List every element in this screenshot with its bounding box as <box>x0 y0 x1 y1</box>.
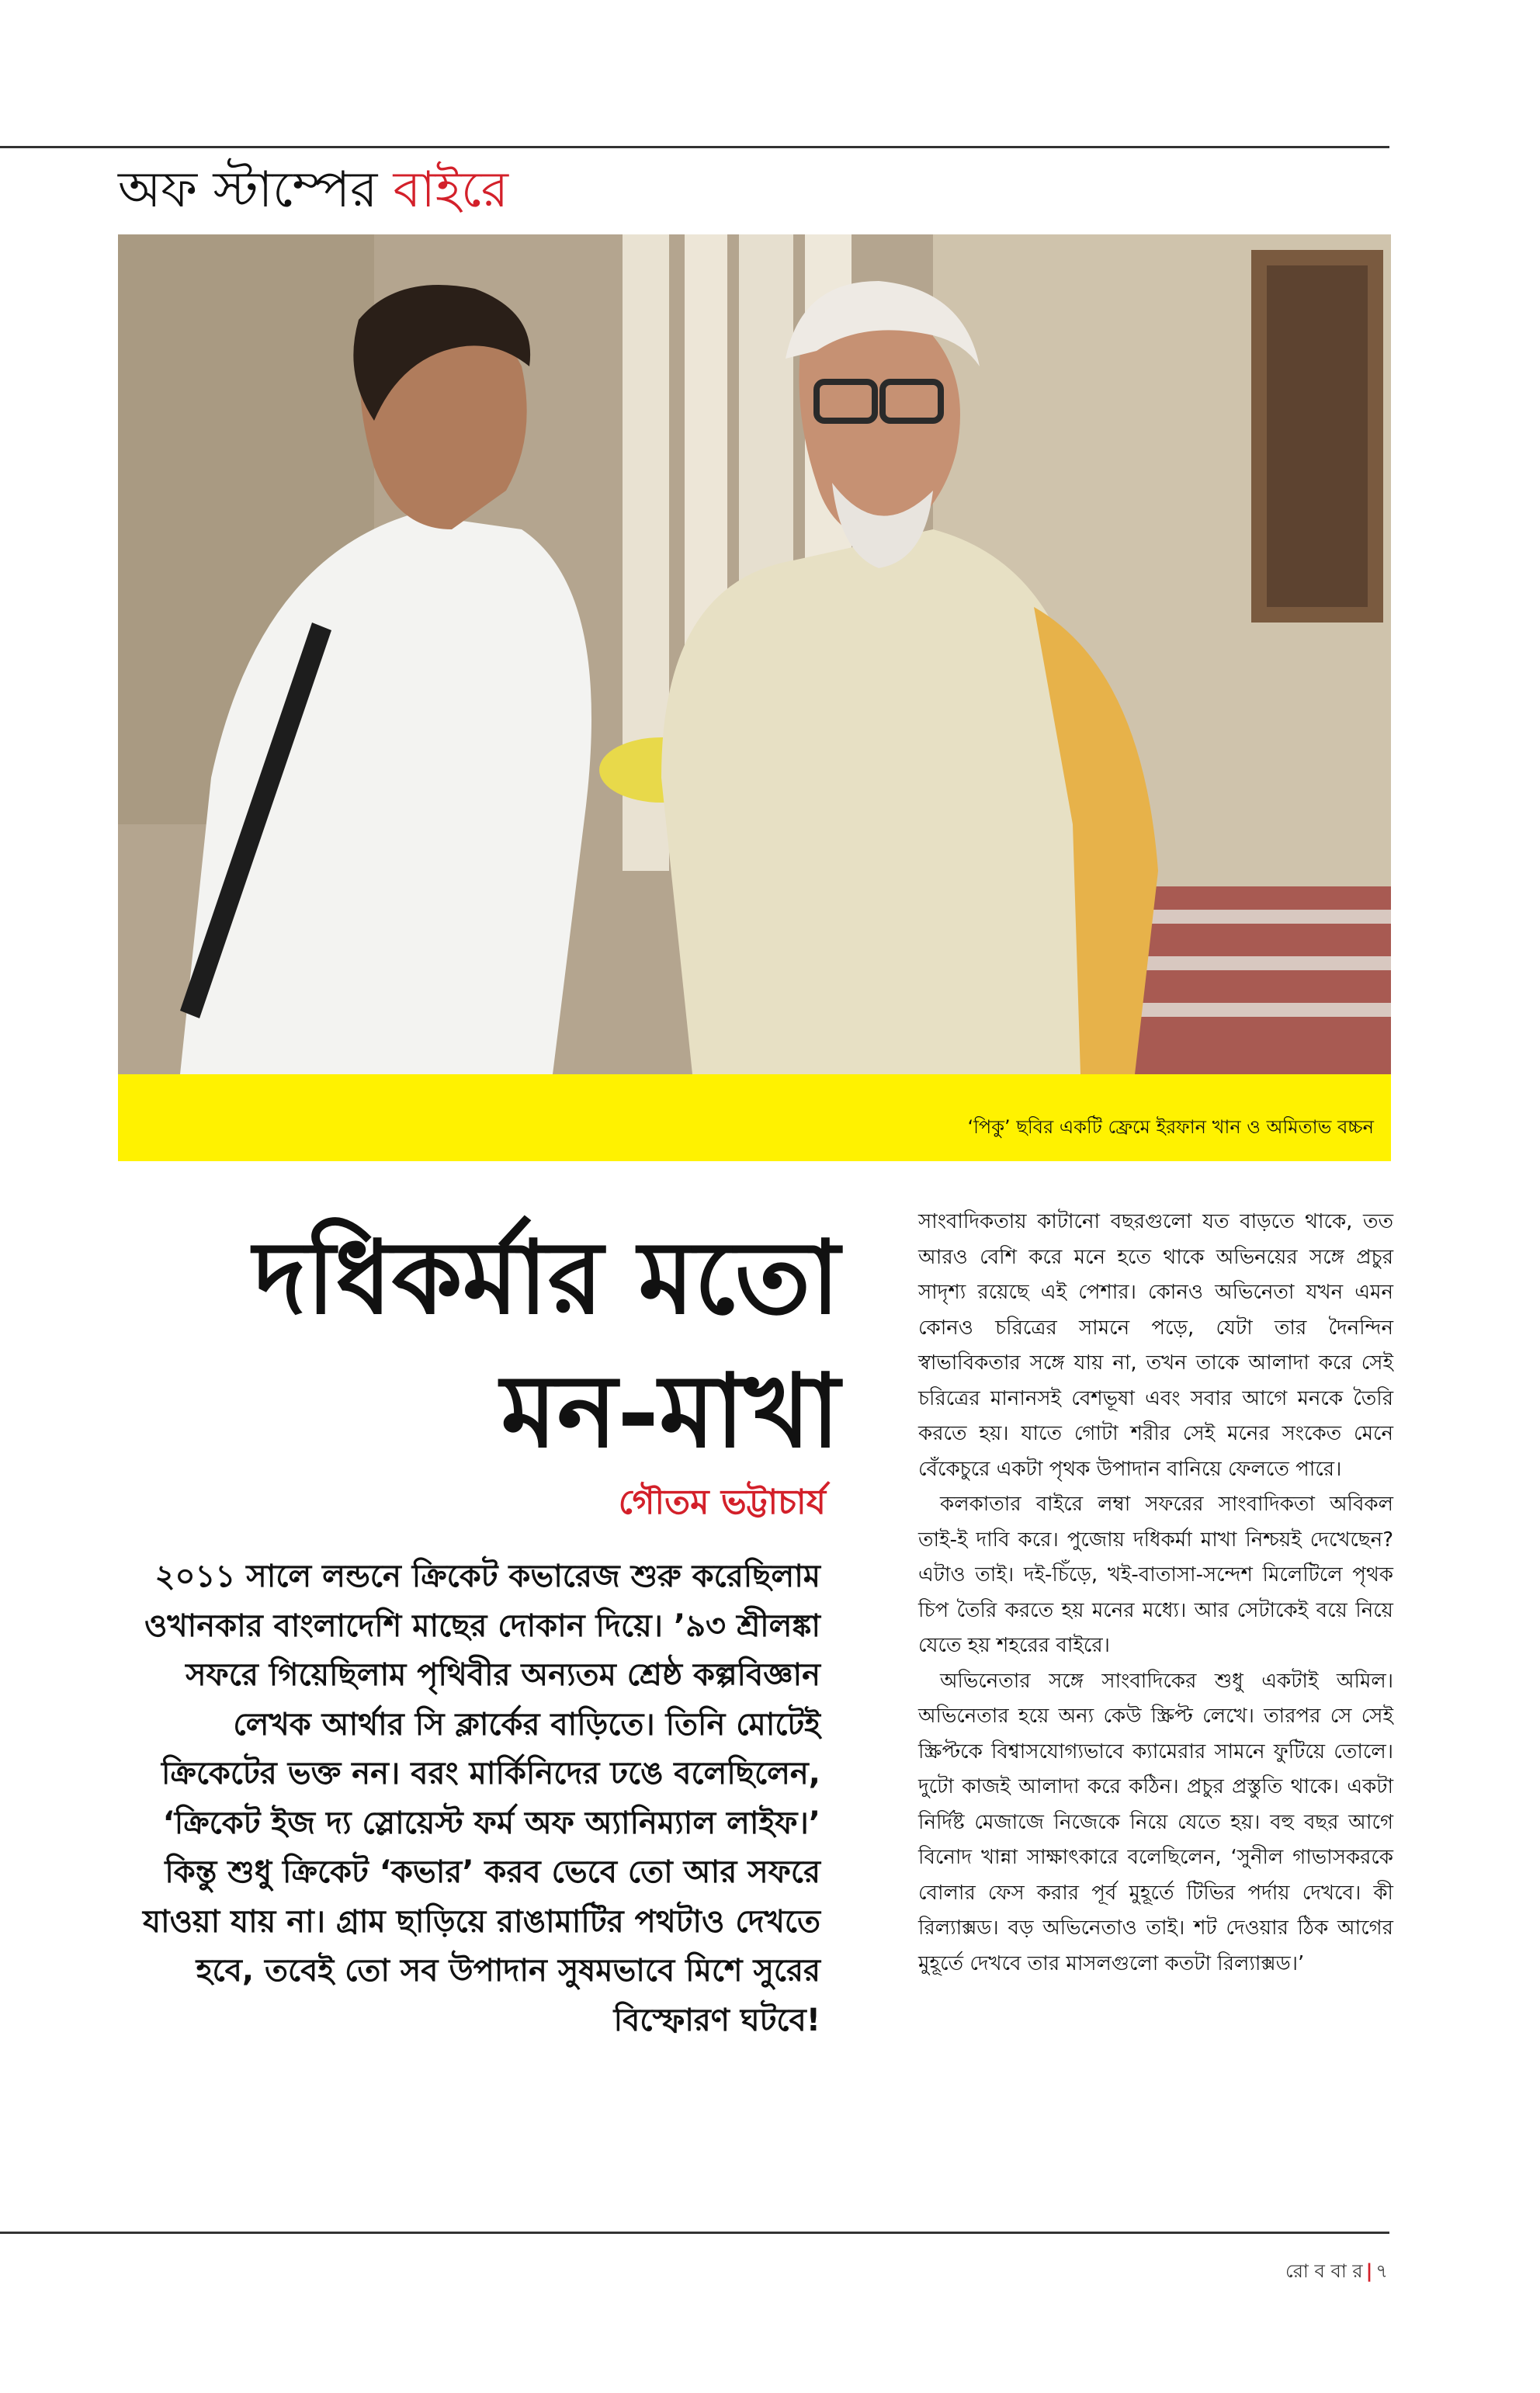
section-heading <box>118 155 508 225</box>
body-paragraph-2: কলকাতার বাইরে লম্বা সফরের সাংবাদিকতা অবিকল তাই-ই দাবি করে। পুজোয় দধিকর্মা মাখা নিশ্চয়ই দেখেছেন? এটাও তাই। দই-চিঁড়ে, খই-বাতাসা-সন্দেশ মিলেটিলে পৃথক চিপ তৈরি করতে হয় মনের মধ্যে। আর সেটাকেই বয়ে নিয়ে যেতে হয় শহরের বাইরে। <box>918 1493 1393 1657</box>
article-lead <box>118 1552 820 2045</box>
photo-caption-bar <box>118 1074 1391 1161</box>
footer-separator: | <box>1365 2260 1373 2282</box>
headline-line-1: দধিকর্মার মতো <box>253 1218 840 1337</box>
magazine-name: রো ব বা র <box>1285 2260 1363 2282</box>
body-paragraph-3: অভিনেতার সঙ্গে সাংবাদিকের শুধু একটাই অমিল। অভিনেতার হয়ে অন্য কেউ স্ক্রিপ্ট লেখে। তারপর সে সেই স্ক্রিপ্টকে বিশ্বাসযোগ্যভাবে ক্যামেরার সামনে ফুটিয়ে তোলে। দুটো কাজই আলাদা করে কঠিন। প্রচুর প্রস্তুতি থাকে। একটা নির্দিষ্ট মেজাজে নিজেকে নিয়ে যেতে হয়। বহু বছর আগে বিনোদ খান্না সাক্ষাৎকারে বলেছিলেন, ‘সুনীল গাভাসকরকে বোলার ফেস করার পূর্ব মুহূর্তে টিভির পর্দায় দেখবে। কী রিল্যাক্সড। বড় অভিনেতাও তাই। শট দেওয়ার ঠিক আগের মুহূর্তে দেখবে তার মাসলগুলো কতটা রিল্যাক্সড।’ <box>918 1669 1393 1975</box>
bottom-rule <box>0 2232 1389 2234</box>
section-heading-main: অফ স্টাম্পের <box>118 161 394 219</box>
article-headline <box>118 1211 840 1478</box>
page-number: ৭ <box>1375 2260 1388 2282</box>
headline-line-2: মন-মাখা <box>501 1351 840 1470</box>
body-paragraph-1: সাংবাদিকতায় কাটানো বছরগুলো যত বাড়তে থাকে, তত আরও বেশি করে মনে হতে থাকে অভিনয়ের সঙ্গে প্রচুর সাদৃশ্য রয়েছে এই পেশার। কোনও অভিনেতা যখন এমন কোনও চরিত্রের সামনে পড়ে, যেটা তার দৈনন্দিন স্বাভাবিকতার সঙ্গে যায় না, তখন তাকে আলাদা করে সেই চরিত্রের মানানসই বেশভূষা এবং সবার আগে মনকে তৈরি করতে হয়। যাতে গোটা শরীর সেই মনের সংকেত মেনে বেঁকেচুরে একটা পৃথক উপাদান বানিয়ে ফেলতে পারে। <box>918 1210 1393 1481</box>
article-body <box>918 1205 1393 1982</box>
lead-paragraph: ২০১১ সালে লন্ডনে ক্রিকেট কভারেজ শুরু করেছিলাম ওখানকার বাংলাদেশি মাছের দোকান দিয়ে। ’৯৩ শ্রীলঙ্কা সফরে গিয়েছিলাম পৃথিবীর অন্যতম শ্রেষ্ঠ কল্পবিজ্ঞান লেখক আর্থার সি ক্লার্কের বাড়িতে। তিনি মোটেই ক্রিকেটের ভক্ত নন। বরং মার্কিনিদের ঢঙে বলেছিলেন, ‘ক্রিকেট ইজ দ্য স্লোয়েস্ট ফর্ম অফ অ্যানিম্যাল লাইফ।’ কিন্তু শুধু ক্রিকেট ‘কভার’ করব ভেবে তো আর সফরে যাওয়া যায় না। গ্রাম ছাড়িয়ে রাঙামাটির পথটাও দেখতে হবে, তবেই তো সব উপাদান সুষমভাবে মিশে সুরের বিস্ফোরণ ঘটবে! <box>142 1559 820 2038</box>
article-byline: গৌতম ভট্টাচার্য <box>618 1483 826 1522</box>
photo-caption: ‘পিকু’ ছবির একটি ফ্রেমে ইরফান খান ও অমিতাভ বচ্চন <box>967 1116 1374 1138</box>
page-footer <box>1285 2257 1388 2288</box>
photo-illustration <box>118 234 1391 1074</box>
article-photo <box>118 234 1391 1074</box>
top-rule <box>0 146 1389 148</box>
section-heading-accent: বাইরে <box>393 161 509 219</box>
